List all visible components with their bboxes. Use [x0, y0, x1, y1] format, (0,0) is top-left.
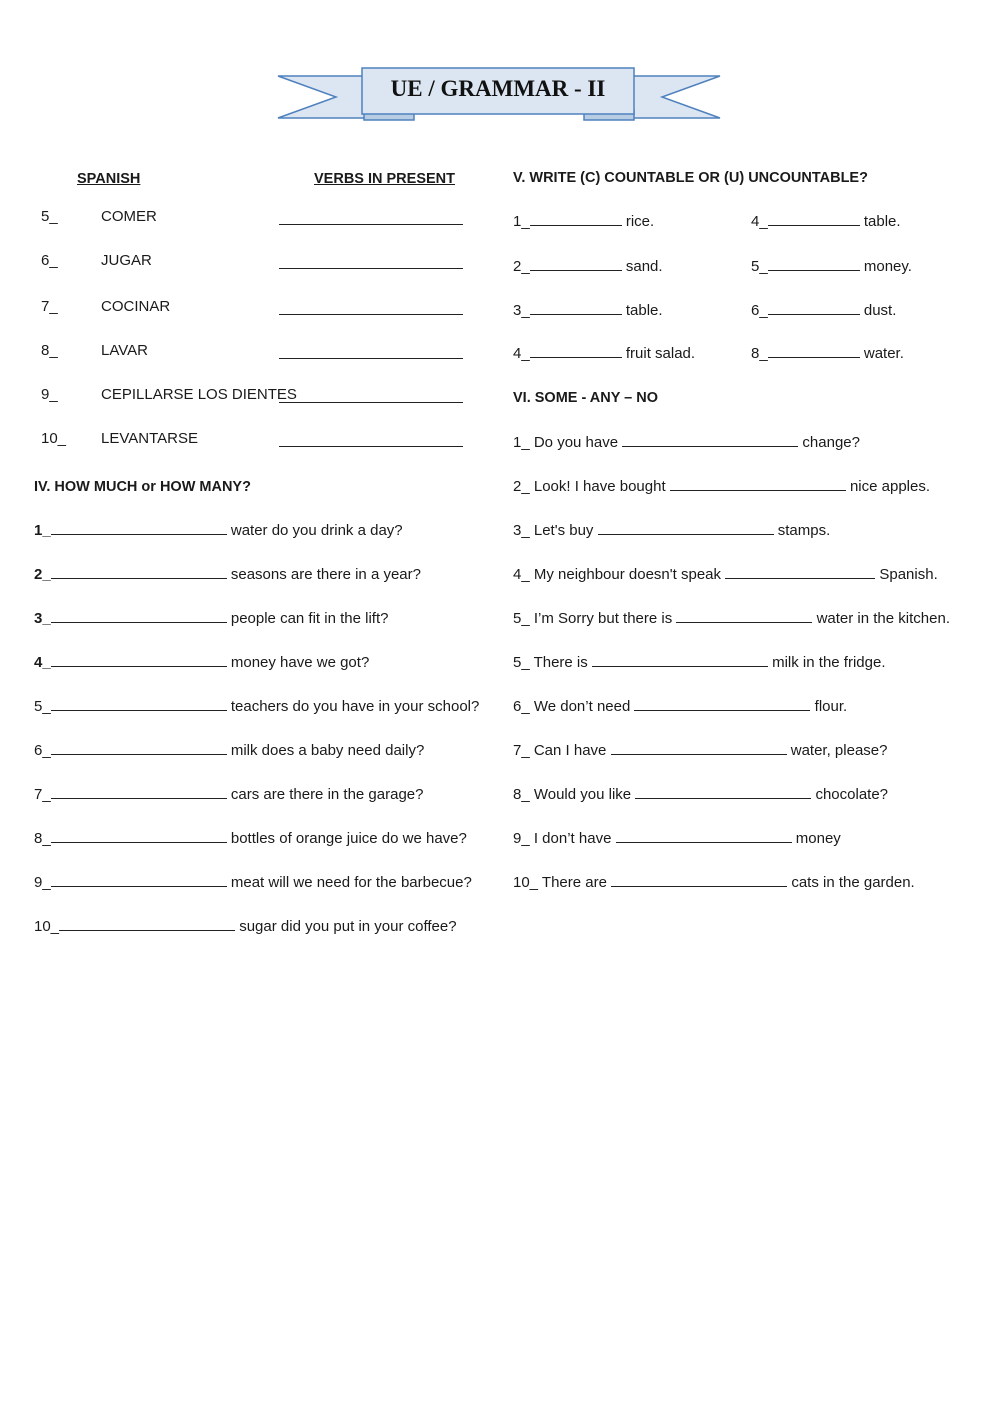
- section-v-title: V. WRITE (C) COUNTABLE OR (U) UNCOUNTABLE?: [513, 170, 868, 186]
- verb-spanish-word: LEVANTARSE: [101, 430, 198, 447]
- verb-number: 8_: [41, 342, 58, 359]
- verb-number: 6_: [41, 252, 58, 269]
- countable-answer-blank[interactable]: [530, 313, 622, 315]
- col-header-verbs-present: VERBS IN PRESENT: [314, 171, 455, 187]
- howmuch-question: [34, 567, 421, 582]
- question-number: 6_: [34, 742, 51, 759]
- howmuch-answer-blank[interactable]: [51, 709, 227, 711]
- countable-item: [513, 214, 654, 229]
- countable-item: [751, 259, 912, 274]
- countable-answer-blank[interactable]: [768, 313, 860, 315]
- sentence-end: Spanish.: [879, 566, 938, 583]
- howmuch-answer-blank[interactable]: [51, 621, 227, 623]
- howmuch-answer-blank[interactable]: [51, 533, 227, 535]
- question-text: bottles of orange juice do we have?: [230, 830, 467, 847]
- question-number: 4_: [34, 654, 51, 671]
- item-number: 5_: [751, 258, 768, 275]
- verb-answer-blank[interactable]: [279, 445, 463, 447]
- howmuch-answer-blank[interactable]: [51, 841, 227, 843]
- countable-item: [513, 303, 663, 318]
- question-text: money have we got?: [230, 654, 370, 671]
- howmuch-question: [34, 743, 424, 758]
- section-vi-title: VI. SOME - ANY – NO: [513, 390, 659, 406]
- verb-number: 5_: [41, 208, 58, 225]
- countable-item: [513, 346, 695, 361]
- howmuch-answer-blank[interactable]: [59, 929, 235, 931]
- page-title: UE / GRAMMAR - II: [390, 76, 606, 101]
- verb-number: 7_: [41, 298, 58, 315]
- section-iv-title: IV. HOW MUCH or HOW MANY?: [34, 479, 251, 495]
- countable-answer-blank[interactable]: [768, 224, 860, 226]
- countable-answer-blank[interactable]: [530, 269, 622, 271]
- question-text: water do you drink a day?: [230, 522, 403, 539]
- sentence-end: water in the kitchen.: [816, 610, 950, 627]
- someany-sentence: [513, 831, 841, 846]
- howmuch-question: [34, 523, 403, 538]
- verb-answer-blank[interactable]: [279, 401, 463, 403]
- sentence-start: 4_ My neighbour doesn't speak: [513, 566, 722, 583]
- verb-answer-blank[interactable]: [279, 313, 463, 315]
- sentence-start: 1_ Do you have: [513, 434, 619, 451]
- question-text: meat will we need for the barbecue?: [230, 874, 472, 891]
- verb-answer-blank[interactable]: [279, 267, 463, 269]
- someany-sentence: [513, 743, 887, 758]
- question-number: 8_: [34, 830, 51, 847]
- item-word: table.: [625, 302, 663, 319]
- question-number: 2_: [34, 566, 51, 583]
- question-text: teachers do you have in your school?: [230, 698, 480, 715]
- sentence-start: 10_ There are: [513, 874, 607, 891]
- countable-item: [751, 346, 904, 361]
- howmuch-question: [34, 919, 457, 934]
- countable-item: [751, 214, 901, 229]
- someany-answer-blank[interactable]: [725, 577, 875, 579]
- verb-number: 10_: [41, 430, 67, 447]
- question-number: 7_: [34, 786, 51, 803]
- someany-sentence: [513, 875, 915, 890]
- howmuch-question: [34, 611, 388, 626]
- item-word: water.: [863, 345, 904, 362]
- someany-answer-blank[interactable]: [598, 533, 774, 535]
- verb-spanish-word: CEPILLARSE LOS DIENTES: [101, 386, 297, 403]
- sentence-end: water, please?: [790, 742, 888, 759]
- sentence-start: 7_ Can I have: [513, 742, 607, 759]
- countable-item: [751, 303, 896, 318]
- verb-spanish-word: COCINAR: [101, 298, 171, 315]
- item-word: table.: [863, 213, 901, 230]
- countable-answer-blank[interactable]: [768, 356, 860, 358]
- verb-number: 9_: [41, 386, 58, 403]
- someany-answer-blank[interactable]: [676, 621, 812, 623]
- countable-answer-blank[interactable]: [530, 356, 622, 358]
- howmuch-question: [34, 699, 479, 714]
- someany-answer-blank[interactable]: [622, 445, 798, 447]
- sentence-end: nice apples.: [849, 478, 931, 495]
- col-header-spanish: SPANISH: [77, 171, 141, 187]
- someany-sentence: [513, 699, 847, 714]
- someany-answer-blank[interactable]: [611, 885, 787, 887]
- countable-answer-blank[interactable]: [768, 269, 860, 271]
- someany-answer-blank[interactable]: [635, 797, 811, 799]
- sentence-end: milk in the fridge.: [772, 654, 886, 671]
- sentence-start: 8_ Would you like: [513, 786, 632, 803]
- howmuch-question: [34, 831, 467, 846]
- someany-sentence: [513, 655, 886, 670]
- someany-answer-blank[interactable]: [611, 753, 787, 755]
- sentence-start: 3_ Let's buy: [513, 522, 594, 539]
- sentence-end: stamps.: [777, 522, 831, 539]
- countable-item: [513, 259, 663, 274]
- sentence-start: 9_ I don’t have: [513, 830, 612, 847]
- sentence-start: 2_ Look! I have bought: [513, 478, 666, 495]
- question-text: people can fit in the lift?: [230, 610, 389, 627]
- someany-answer-blank[interactable]: [592, 665, 768, 667]
- question-number: 10_: [34, 918, 60, 935]
- howmuch-answer-blank[interactable]: [51, 797, 227, 799]
- item-word: fruit salad.: [625, 345, 696, 362]
- item-number: 8_: [751, 345, 768, 362]
- someany-sentence: [513, 787, 888, 802]
- item-number: 4_: [751, 213, 768, 230]
- sentence-end: money: [795, 830, 841, 847]
- question-number: 1_: [34, 522, 51, 539]
- question-text: seasons are there in a year?: [230, 566, 421, 583]
- someany-sentence: [513, 567, 938, 582]
- someany-sentence: [513, 523, 830, 538]
- sentence-end: change?: [802, 434, 860, 451]
- howmuch-answer-blank[interactable]: [51, 665, 227, 667]
- question-number: 3_: [34, 610, 51, 627]
- howmuch-question: [34, 787, 423, 802]
- verb-answer-blank[interactable]: [279, 357, 463, 359]
- verb-spanish-word: COMER: [101, 208, 157, 225]
- item-number: 4_: [513, 345, 530, 362]
- question-number: 9_: [34, 874, 51, 891]
- sentence-start: 5_ There is: [513, 654, 588, 671]
- item-number: 2_: [513, 258, 530, 275]
- someany-sentence: [513, 435, 860, 450]
- someany-answer-blank[interactable]: [670, 489, 846, 491]
- verb-spanish-word: JUGAR: [101, 252, 152, 269]
- verb-spanish-word: LAVAR: [101, 342, 148, 359]
- item-number: 6_: [751, 302, 768, 319]
- question-text: milk does a baby need daily?: [230, 742, 425, 759]
- howmuch-question: [34, 875, 472, 890]
- howmuch-question: [34, 655, 369, 670]
- sentence-start: 5_ I’m Sorry but there is: [513, 610, 673, 627]
- item-word: dust.: [863, 302, 897, 319]
- question-text: sugar did you put in your coffee?: [239, 918, 457, 935]
- someany-sentence: [513, 611, 950, 626]
- question-text: cars are there in the garage?: [230, 786, 424, 803]
- howmuch-answer-blank[interactable]: [51, 753, 227, 755]
- countable-answer-blank[interactable]: [530, 224, 622, 226]
- sentence-end: chocolate?: [815, 786, 889, 803]
- sentence-end: flour.: [814, 698, 848, 715]
- verb-answer-blank[interactable]: [279, 223, 463, 225]
- someany-answer-blank[interactable]: [616, 841, 792, 843]
- someany-sentence: [513, 479, 930, 494]
- item-number: 3_: [513, 302, 530, 319]
- item-word: sand.: [625, 258, 663, 275]
- sentence-start: 6_ We don’t need: [513, 698, 631, 715]
- item-number: 1_: [513, 213, 530, 230]
- howmuch-answer-blank[interactable]: [51, 885, 227, 887]
- sentence-end: cats in the garden.: [791, 874, 915, 891]
- item-word: rice.: [625, 213, 655, 230]
- question-number: 5_: [34, 698, 51, 715]
- someany-answer-blank[interactable]: [634, 709, 810, 711]
- item-word: money.: [863, 258, 912, 275]
- howmuch-answer-blank[interactable]: [51, 577, 227, 579]
